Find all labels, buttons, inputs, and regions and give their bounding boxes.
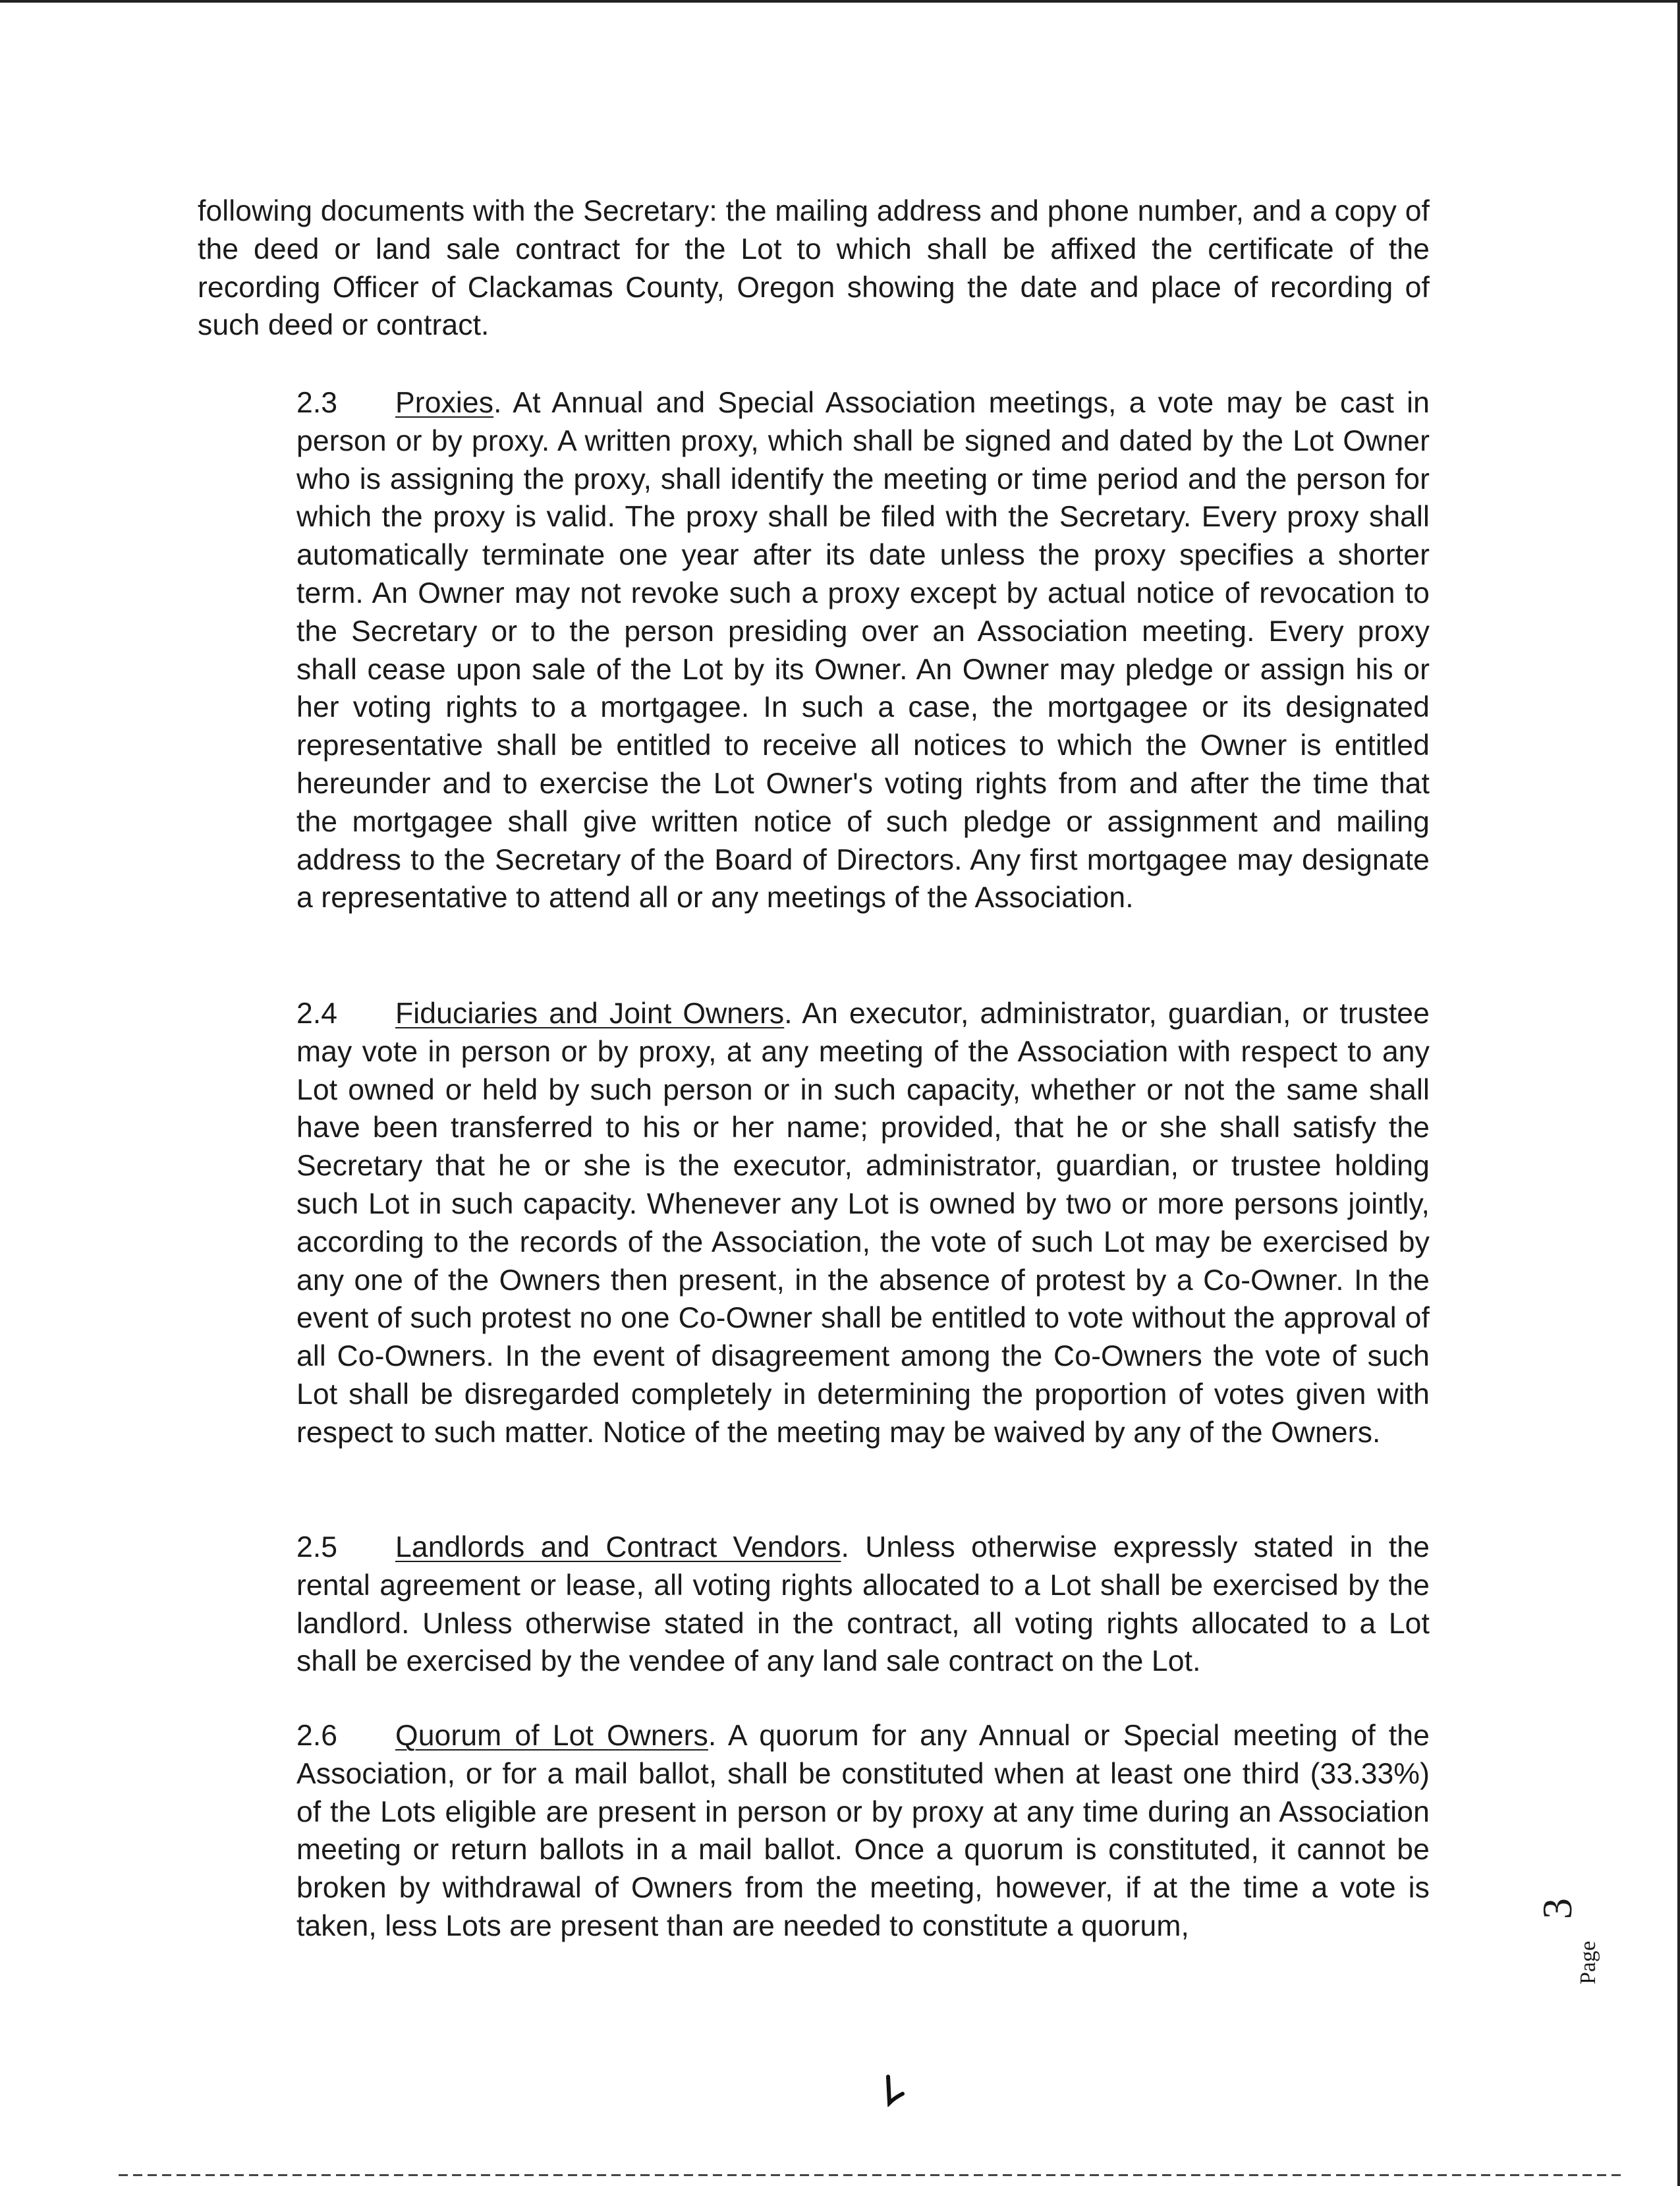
section-2-3 xyxy=(198,384,1430,917)
scan-edge-right xyxy=(1677,0,1680,2186)
handwritten-mark-icon xyxy=(883,2074,909,2107)
section-title: Landlords and Contract Vendors xyxy=(395,1531,841,1563)
section-body: . A quorum for any Annual or Special meeting of the Association, or for a mail ballot, shall be constituted when at least one third (33.33%) of the Lots eligible are present in person or by proxy at any time during an Association meeting or return ballots in a mail ballot. Once a quorum is constituted, it cannot be broken by withdrawal of Owners from the meeting, however, if at the time a vote is taken, less Lots are present than are needed to constitute a quorum, xyxy=(296,1720,1430,1942)
section-title: Proxies xyxy=(395,387,494,419)
page-stamp xyxy=(1534,1871,1613,2003)
section-title: Fiduciaries and Joint Owners xyxy=(395,997,785,1030)
page-stamp-label: Page xyxy=(1576,1940,1601,1985)
section-number: 2.5 xyxy=(296,1531,338,1563)
section-body: . Unless otherwise expressly stated in the rental agreement or lease, all voting rights allocated to a Lot shall be exercised by the landlord. Unless otherwise stated in the contract, all voting rights allocated to a Lot shall be exercised by the vendee of any land sale contract on the Lot. xyxy=(296,1531,1430,1678)
section-body: . An executor, administrator, guardian, or trustee may vote in person or by proxy, at any meeting of the Association with respect to any Lot owned or held by such person or in such capacity, whether or not the same shall have been transferred to his or her name; provided, that he or she shall satisfy the Secretary that he or she is the executor, administrator, guardian, or trustee holding such Lot in such capacity. Whenever any Lot is owned by two or more persons jointly, according to the records of the Association, the vote of such Lot may be exercised by any one of the Owners then present, in the absence of protest by a Co-Owner. In the event of such protest no one Co-Owner shall be entitled to vote without the approval of all Co-Owners. In the event of disagreement among the Co-Owners the vote of such Lot shall be disregarded completely in determining the proportion of votes given with respect to such matter. Notice of the meeting may be waived by any of the Owners. xyxy=(296,997,1430,1449)
section-number: 2.6 xyxy=(296,1720,338,1752)
section-2-6 xyxy=(198,1717,1430,1946)
section-number: 2.3 xyxy=(296,387,338,419)
scan-edge-bottom xyxy=(119,2174,1621,2176)
scan-edge-top xyxy=(0,0,1680,3)
section-body: . At Annual and Special Association meetings, a vote may be cast in person or by proxy. A written proxy, which shall be signed and dated by the Lot Owner who is assigning the proxy, shall identify the meeting or time period and the person for which the proxy is valid. The proxy shall be filed with the Secretary. Every proxy shall automatically terminate one year after its date unless the proxy specifies a shorter term. An Owner may not revoke such a proxy except by actual notice of revocation to the Secretary or to the person presiding over an Association meeting. Every proxy shall cease upon sale of the Lot by its Owner. An Owner may pledge or assign his or her voting rights to a mortgagee. In such a case, the mortgagee or its designated representative shall be entitled to receive all notices to which the Owner is entitled hereunder and to exercise the Lot Owner's voting rights from and after the time that the mortgagee shall give written notice of such pledge or assignment and mailing address to the Secretary of the Board of Directors. Any first mortgagee may designate a representative to attend all or any meetings of the Association. xyxy=(296,387,1430,914)
section-2-5 xyxy=(198,1528,1430,1681)
section-number: 2.4 xyxy=(296,997,338,1030)
continuation-paragraph xyxy=(198,192,1430,345)
section-2-4 xyxy=(198,995,1430,1452)
section-title: Quorum of Lot Owners xyxy=(395,1720,708,1752)
continuation-text: following documents with the Secretary: the mailing address and phone number, and a copy of the deed or land sale contract for the Lot to which shall be affixed the certificate of the recording Officer of Clackamas County, Oregon showing the date and place of recording of such deed or contract. xyxy=(198,195,1430,342)
page-stamp-number: 3 xyxy=(1534,1898,1581,1919)
